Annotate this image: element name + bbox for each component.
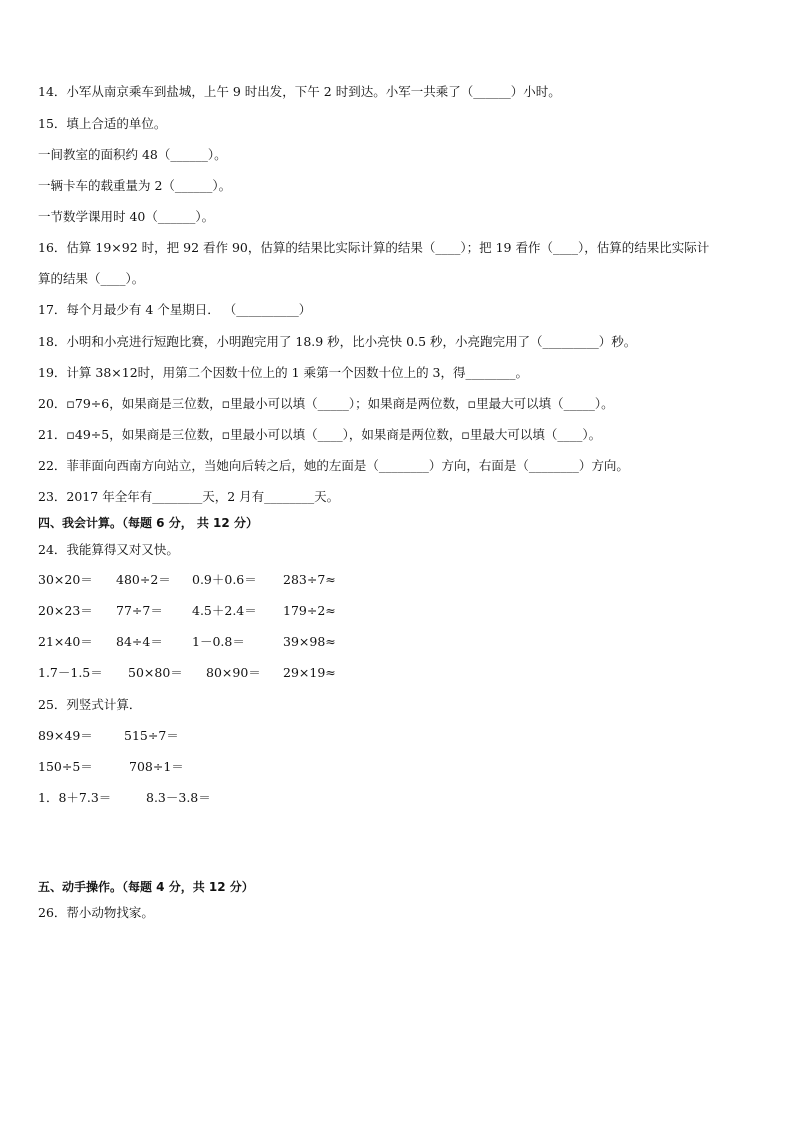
q24-item: 1.7－1.5＝: [38, 665, 103, 680]
q24-item: 39×98≈: [283, 634, 336, 649]
question-15-lesson: 一节数学课用时 40（______）。: [38, 209, 215, 224]
question-22: 22．菲菲面向西南方向站立，当她向后转之后，她的左面是（________）方向，右面是（________）方向。: [38, 458, 629, 473]
question-18: 18．小明和小亮进行短跑比赛，小明跑完用了 18.9 秒，比小亮快 0.5 秒，小亮跑完用了（_________）秒。: [38, 334, 637, 349]
question-20: 20．▫79÷6，如果商是三位数，▫里最小可以填（_____）；如果商是两位数，▫里最大可以填（_____）。: [38, 396, 614, 411]
question-14: 14．小军从南京乘车到盐城，上午 9 时出发，下午 2 时到达。小军一共乘了（______）小时。: [38, 84, 561, 99]
q24-item: 179÷2≈: [283, 603, 336, 618]
section-5-heading: 五、动手操作。（每题 4 分，共 12 分）: [38, 880, 254, 894]
q24-item: 50×80＝: [128, 665, 183, 680]
question-15-classroom: 一间教室的面积约 48（______）。: [38, 147, 227, 162]
q24-item: 1－0.8＝: [192, 634, 245, 649]
q25-item: 89×49＝: [38, 728, 93, 743]
question-23: 23．2017 年全年有________天，2 月有________天。: [38, 489, 340, 504]
q25-item: 1．8＋7.3＝: [38, 790, 112, 805]
q25-item: 8.3－3.8＝: [146, 790, 211, 805]
question-19: 19．计算 38×12时，用第二个因数十位上的 1 乘第一个因数十位上的 3，得________。: [38, 365, 528, 380]
q24-item: 80×90＝: [206, 665, 261, 680]
q24-item: 30×20＝: [38, 572, 93, 587]
question-15-truck: 一辆卡车的载重量为 2（______）。: [38, 178, 232, 193]
question-24-label: 24．我能算得又对又快。: [38, 542, 179, 557]
q24-item: 21×40＝: [38, 634, 93, 649]
q24-item: 20×23＝: [38, 603, 93, 618]
question-15: 15．填上合适的单位。: [38, 116, 167, 131]
q24-item: 29×19≈: [283, 665, 336, 680]
question-21: 21．▫49÷5，如果商是三位数，▫里最小可以填（____），如果商是两位数，▫里最大可以填（____）。: [38, 427, 602, 442]
q25-item: 708÷1＝: [129, 759, 184, 774]
question-16-line2: 算的结果（____）。: [38, 271, 145, 286]
q25-item: 150÷5＝: [38, 759, 93, 774]
q24-item: 480÷2＝: [116, 572, 171, 587]
question-25-label: 25．列竖式计算．: [38, 697, 142, 712]
q24-item: 283÷7≈: [283, 572, 336, 587]
q24-item: 84÷4＝: [116, 634, 163, 649]
question-26-label: 26．帮小动物找家。: [38, 905, 154, 920]
q24-item: 77÷7＝: [116, 603, 163, 618]
question-16-line1: 16．估算 19×92 时，把 92 看作 90，估算的结果比实际计算的结果（____）；把 19 看作（____），估算的结果比实际计: [38, 240, 710, 255]
section-4-heading: 四、我会计算。（每题 6 分， 共 12 分）: [38, 516, 258, 530]
q24-item: 0.9＋0.6＝: [192, 572, 257, 587]
q25-item: 515÷7＝: [124, 728, 179, 743]
question-17: 17．每个月最少有 4 个星期日． （__________）: [38, 302, 312, 317]
q24-item: 4.5＋2.4＝: [192, 603, 257, 618]
